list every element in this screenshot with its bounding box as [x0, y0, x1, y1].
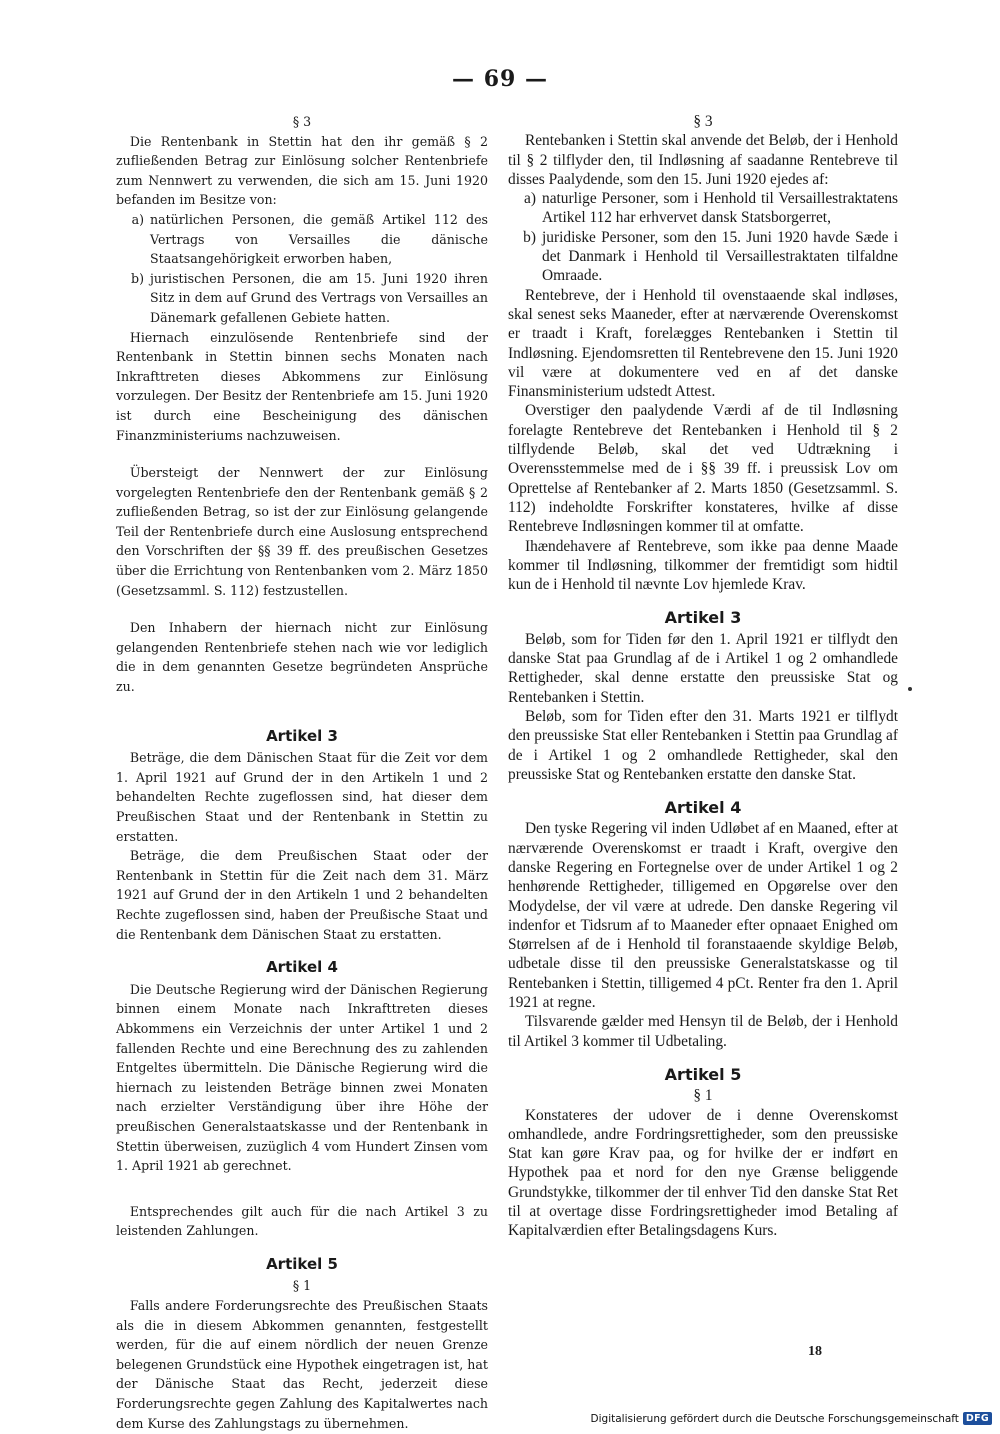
danish-sec3-list [508, 189, 898, 285]
footer-text: Digitalisierung gefördert durch die Deutsche Forschungsgemeinschaft [590, 1412, 959, 1425]
digitization-footer [591, 1412, 992, 1425]
list-item-label: b) [523, 228, 536, 246]
sheet-number: 18 [808, 1344, 822, 1359]
german-art4-para2: Entsprechendes gilt auch für die nach Artikel 3 zu leistenden Zahlungen. [116, 1203, 488, 1239]
danish-sec3-para3: Overstiger den paalydende Værdi af de til Indløsning forelagte Rentebreve det Rentebanken i Henhold til § 2 tilflydende Beløb, skal det ved Udtrækning i Overensstemmelse med de i §§ 39 ff. i preussisk Lov om Oprettelse af Rentebanker af 2. Marts 1850 (Gesetzsamml. S. 112) indeholdte Forskrifter konstateres, hvilke af disse Rentebreve Indløsningen kommer til at omfatte. [508, 402, 898, 536]
list-item-text: juridiske Personer, som den 15. Juni 1920 havde Sæde i det Danmark i Henhold til Versaillestraktaten tilfaldne Omraade. [542, 228, 898, 285]
list-item-label: a) [524, 190, 536, 208]
german-sec3-para2: Hiernach einzulösende Rentenbriefe sind der Rentenbank in Stettin binnen sechs Monaten nach Inkrafttreten dieses Abkommens zur Einlösung vorzulegen. Der Besitz der Rentenbriefe am 15. Juni 1920 ist durch eine Bescheinigung des dänischen Finanzministeriums nachzuweisen. [116, 329, 488, 443]
list-item-label: b) [131, 270, 144, 286]
list-item [116, 210, 488, 269]
german-sec3-title: § 3 [292, 114, 312, 129]
danish-art5-para1: Konstateres der udover de i denne Overenskomst omhandlede, andre Fordringsrettigheder, som den preussiske Stat kan gøre Krav paa, og for hvilke der er indført en Hypothek paa et nord for den nye Grænse beliggende Grundstykke, tilkommer der til enhver Tid den danske Stat Ret til at overtage disse Fordringsrettigheder imod Betaling af Kapitalværdien efter Betalingsdagens Kurs. [508, 1106, 898, 1240]
german-art4-title: Artikel 4 [266, 958, 338, 977]
danish-art4-para2: Tilsvarende gælder med Hensyn til de Beløb, der i Henhold til Artikel 3 kommer til Udbetaling. [508, 1013, 898, 1050]
danish-sec3-para4: Ihændehavere af Rentebreve, som ikke paa denne Maade kommer til Indløsning, tilkommer der fremtidigt som hidtil kun de i Henhold til nævnte Lov hjemlede Krav. [508, 537, 898, 594]
dfg-logo: DFG [963, 1412, 992, 1425]
danish-art3-para1: Beløb, som for Tiden før den 1. April 1921 er tilflydt den danske Stat paa Grundlag af de i Artikel 1 og 2 omhandlede Rettigheder, skal denne erstatte den preussiske Stat og Rentebanken i Stettin. [508, 630, 898, 706]
danish-column [508, 112, 898, 1241]
danish-art5-sec: § 1 [693, 1087, 713, 1105]
page-number: — 69 — [452, 66, 548, 92]
german-art3-para2: Beträge, die dem Preußischen Staat oder der Rentenbank in Stettin für die Zeit nach dem 31. März 1921 auf Grund der in den Artikeln 1 und 2 behandelten Rechte zugeflossen sind, haben der Preußische Staat und die Rentenbank dem Dänischen Staat zu erstatten. [116, 848, 488, 942]
danish-art3-para2: Beløb, som for Tiden efter den 31. Marts 1921 er tilflydt den preussiske Stat eller Rentebanken i Stettin paa Grundlag af de i Artikel 1 og 2 omhandlede Rettigheder, skal den preussiske Stat og Rentebanken erstatte den danske Stat. [508, 707, 898, 783]
german-art3-title: Artikel 3 [266, 726, 338, 745]
danish-art4-para1: Den tyske Regering vil inden Udløbet af en Maaned, efter at nærværende Overenskomst er traadt i Kraft, overgive den danske Regering en Fortegnelse over de under Artikel 1 og 2 henhørende Rettigheder, tilligemed en Opgørelse over den Modydelse, der vil være at udrede. Den danske Regering vil indenfor et Tidsrum af to Maaneder efter opnaaet Enighed om Størrelsen af de i Henhold til foranstaaende skyldige Beløb, udbetale disse til den preussiske Generalstatskasse og til Rentebanken i Stettin, tilligemed 4 pCt. Renter fra den 1. April 1921 at regne. [508, 820, 898, 1012]
german-art5-title: Artikel 5 [266, 1254, 338, 1273]
german-art3-para1: Beträge, die dem Dänischen Staat für die Zeit vor dem 1. April 1921 auf Grund der in den Artikeln 1 und 2 behandelten Rechte zugeflossen sind, hat dieser dem Preußischen Staat und der Rentenbank in Stettin zu erstatten. [116, 750, 488, 844]
danish-sec3-intro: Rentebanken i Stettin skal anvende det Beløb, der i Henhold til § 2 tilflyder den, til Indløsning af saadanne Rentebreve til disses Paalydende, som den 15. Juni 1920 ejedes af: [508, 132, 898, 188]
list-item [116, 269, 488, 328]
list-item-label: a) [131, 211, 144, 227]
list-item-text: juristischen Personen, die am 15. Juni 1920 ihren Sitz in dem auf Grund des Vertrags von Versailles an Dänemark gefallenen Gebiete hatten. [150, 270, 488, 325]
danish-sec3-title: § 3 [693, 113, 713, 130]
german-art5-sec: § 1 [292, 1278, 312, 1294]
german-sec3-list [116, 210, 488, 328]
list-item-text: natürlichen Personen, die gemäß Artikel 112 des Vertrags von Versailles die dänische Staatsangehörigkeit erworben haben, [150, 211, 488, 267]
list-item [508, 189, 898, 228]
danish-art4-title: Artikel 4 [664, 798, 742, 818]
list-item [508, 228, 898, 286]
german-art5-para1: Falls andere Forderungsrechte des Preußischen Staats als die in diesem Abkommen genannten, festgestellt werden, für die auf einem nördlich der neuen Grenze belegenen Grundstück eine Hypothek eingetragen ist, hat der Dänische Staat das Recht, jederzeit diese Forderungsrechte gegen Zahlung des Kapitalwertes nach dem Kurse des Zahlungstags zu übernehmen. [116, 1298, 488, 1431]
german-column [116, 112, 488, 1433]
danish-sec3-para2: Rentebreve, der i Henhold til ovenstaaende skal indløses, skal senest seks Maaneder, efter at nærværende Overenskomst er traadt i Kraft, forelægges Rentebanken i Stettin til Indløsning. Ejendomsretten til Rentebrevene den 15. Juni 1920 vil være at dokumentere ved en af det danske Finansministerium udstedt Attest. [508, 286, 898, 401]
german-sec3-para3: Übersteigt der Nennwert der zur Einlösung vorgelegten Rentenbriefe den der Rentenbank gemäß § 2 zufließenden Betrag, so ist der zur Einlösung gelangende Teil der Rentenbriefe durch eine Auslosung entsprechend den Vorschriften der §§ 39 ff. des preußischen Gesetzes über die Errichtung von Rentenbanken vom 2. März 1850 (Gesetzsamml. S. 112) festzustellen. [116, 465, 488, 598]
german-art4-para1: Die Deutsche Regierung wird der Dänischen Regierung binnen einem Monate nach Inkrafttreten dieses Abkommens ein Verzeichnis der unter Artikel 1 und 2 fallenden Rechte und eine Berechnung des zu zahlenden Entgeltes übermitteln. Die Dänische Regierung wird die hiernach zu leistenden Beträge binnen zwei Monaten nach erzielter Verständigung über ihre Höhe der preußischen Generalstaatskasse und der Rentenbank in Stettin überweisen, zuzüglich 4 vom Hundert Zinsen vom 1. April 1921 ab gerechnet. [116, 981, 488, 1174]
danish-art5-title: Artikel 5 [664, 1064, 742, 1084]
list-item-text: naturlige Personer, som i Henhold til Versaillestraktatens Artikel 112 har erhvervet dansk Statsborgerret, [542, 190, 898, 227]
german-sec3-para4: Den Inhabern der hiernach nicht zur Einlösung gelangenden Rentenbriefe stehen nach wie vor lediglich die in dem genannten Gesetze begründeten Ansprüche zu. [116, 620, 488, 695]
margin-mark [908, 687, 912, 691]
german-sec3-intro: Die Rentenbank in Stettin hat den ihr gemäß § 2 zufließenden Betrag zur Einlösung solcher Rentenbriefe zum Nennwert zu verwenden, die sich am 15. Juni 1920 befanden im Besitze von: [116, 133, 488, 208]
danish-art3-title: Artikel 3 [664, 608, 742, 628]
